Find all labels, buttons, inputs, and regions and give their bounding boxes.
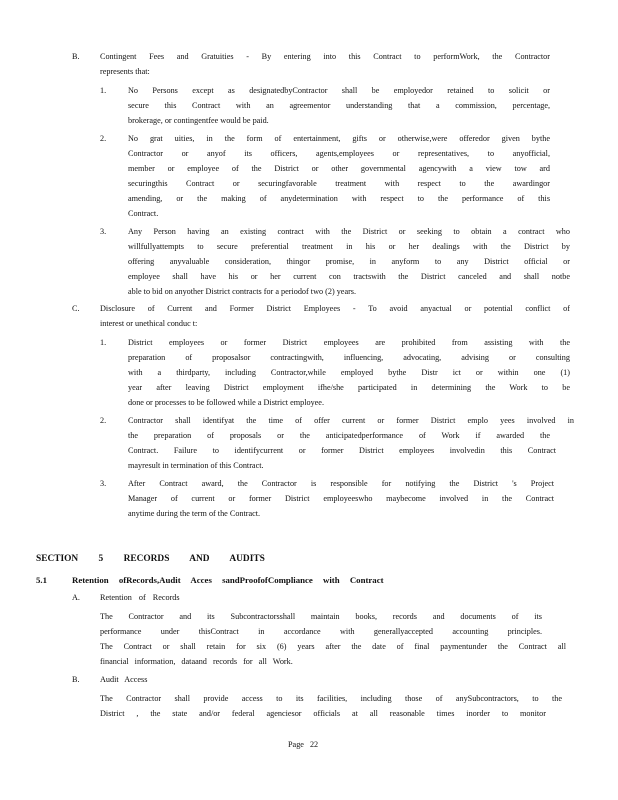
- paragraph-line: Contractor shall identifyat the time of offer current or former District emplo yees involved in: [128, 416, 574, 425]
- section-b-heading: Contingent Fees and Gratuities - By entering into this Contract to performWork, the Contractor: [100, 52, 550, 61]
- paragraph-line: offering anyvaluable consideration, thingor promise, in anyform to any District official or: [128, 257, 570, 266]
- subsection-number: 5.1: [36, 575, 47, 585]
- paragraph-line: year after leaving District employment ifhe/she participated in determining the Work to be: [128, 383, 570, 392]
- paragraph-line: secure this Contract with an agreementor understanding that a commission, percentage,: [128, 101, 550, 110]
- section-heading: SECTION 5 RECORDS AND AUDITS: [36, 554, 265, 564]
- paragraph-line: anytime during the term of the Contract.: [128, 509, 261, 518]
- subsection-title: Retention ofRecords,Audit Acces sandProofofCompliance with Contract: [72, 575, 384, 585]
- paragraph-line: No Persons except as designatedbyContractor shall be employedor retained to solicit or: [128, 86, 550, 95]
- paragraph-line: employee shall have his or her current con tractswith the District canceled and shall notbe: [128, 272, 570, 281]
- paragraph-line: mayresult in termination of this Contract.: [128, 461, 264, 470]
- paragraph-line: Any Person having an existing contract with the District or seeking to obtain a contract who: [128, 227, 570, 236]
- paragraph-line: securingthis Contract or securingfavorable treatment with respect to the awardingor: [128, 179, 550, 188]
- section-c-heading: Disclosure of Current and Former District Employees - To avoid anyactual or potential conflict of: [100, 304, 570, 313]
- paragraph-line: brokerage, or contingentfee would be paid.: [128, 116, 269, 125]
- paragraph-line: Contract. Failure to identifycurrent or former District employees involvedin this Contract: [128, 446, 556, 455]
- paragraph-line: Contractor or anyof its officers, agents,employees or representatives, to anyofficial,: [128, 149, 550, 158]
- paragraph-line: performance under thisContract in accordance with generallyaccepted accounting principles.: [100, 627, 542, 636]
- item-number: 1.: [100, 86, 107, 95]
- paragraph-line: amending, or the making of anydetermination with respect to the performance of this: [128, 194, 550, 203]
- item-number: 2.: [100, 416, 107, 425]
- subsection-b-letter: B.: [72, 675, 80, 684]
- paragraph-line: The Contractor and its Subcontractorsshall maintain books, records and documents of its: [100, 612, 542, 621]
- paragraph-line: After Contract award, the Contractor is responsible for notifying the District 's Project: [128, 479, 554, 488]
- section-c-heading-cont: interest or unethical conduc t:: [100, 319, 198, 328]
- item-number: 1.: [100, 338, 107, 347]
- paragraph-line: No grat uities, in the form of entertainment, gifts or otherwise,were offeredor given bythe: [128, 134, 550, 143]
- section-c-letter: C.: [72, 304, 80, 313]
- paragraph-line: member or employee of the District or other governmental agencywith a view tow ard: [128, 164, 550, 173]
- paragraph-line: The Contractor shall provide access to its facilities, including those of anySubcontractors, to the: [100, 694, 562, 703]
- subsection-a-title: Retention of Records: [100, 593, 180, 602]
- section-b-heading-cont: represents that:: [100, 67, 150, 76]
- item-number: 3.: [100, 479, 107, 488]
- paragraph-line: The Contract or shall retain for six (6) years after the date of final paymentunder the Contract all: [100, 642, 566, 651]
- paragraph-line: District employees or former District employees are prohibited from assisting with the: [128, 338, 570, 347]
- paragraph-line: with a thirdparty, including Contractor,while employed bythe Distr ict or within one (1): [128, 368, 570, 377]
- paragraph-line: Manager of current or former District employeeswho maybecome involved in the Contract: [128, 494, 554, 503]
- subsection-a-letter: A.: [72, 593, 80, 602]
- paragraph-line: Contract.: [128, 209, 159, 218]
- paragraph-line: willfullyattempts to secure preferential treatment in his or her dealings with the District by: [128, 242, 570, 251]
- item-number: 3.: [100, 227, 107, 236]
- page-number: Page 22: [288, 740, 319, 749]
- paragraph-line: the preparation of proposals or the anticipatedperformance of Work if awarded the: [128, 431, 550, 440]
- paragraph-line: done or processes to be followed while a District employee.: [128, 398, 324, 407]
- paragraph-line: able to bid on anyother District contracts for a periodof two (2) years.: [128, 287, 357, 296]
- section-b-letter: B.: [72, 52, 80, 61]
- item-number: 2.: [100, 134, 107, 143]
- subsection-b-title: Audit Access: [100, 675, 148, 684]
- paragraph-line: financial information, dataand records for all Work.: [100, 657, 293, 666]
- paragraph-line: preparation of proposalsor contractingwith, influencing, advocating, advising or consulting: [128, 353, 570, 362]
- paragraph-line: District , the state and/or federal agenciesor officials at all reasonable times inorder to monitor: [100, 709, 546, 718]
